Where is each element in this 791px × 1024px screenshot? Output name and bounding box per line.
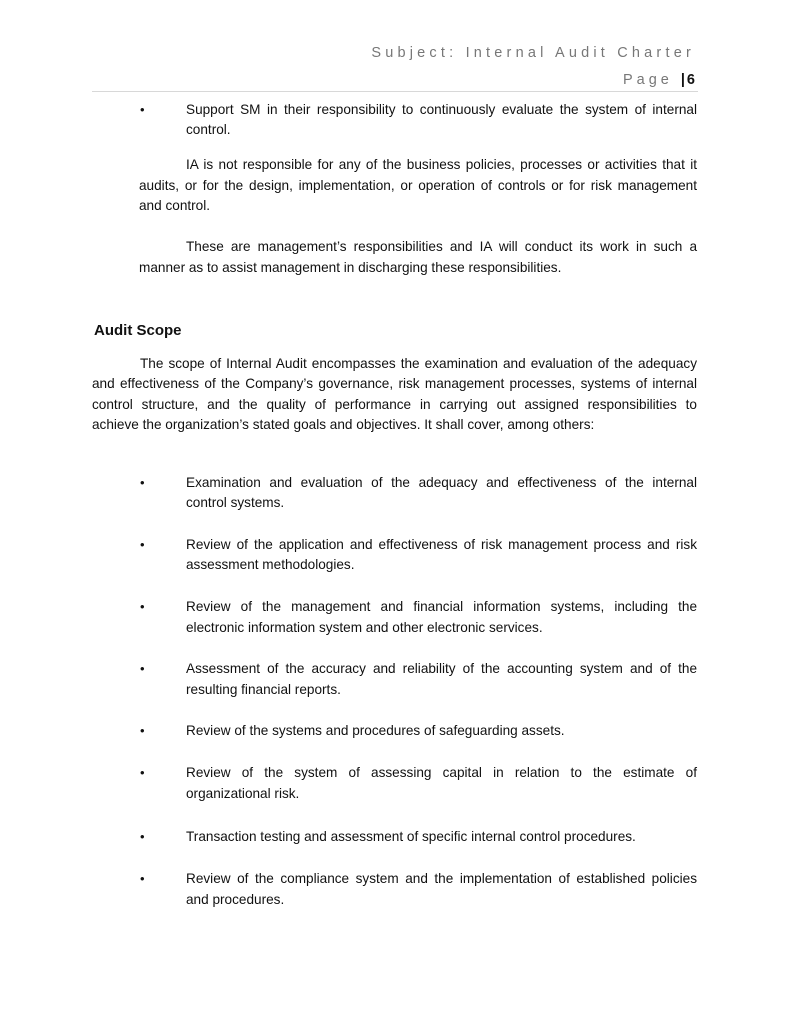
scope-item-line: control systems. [186, 495, 285, 510]
page-label: Page [622, 72, 673, 88]
scope-item-line: Review of the application and effectiveness of risk management process and risk [186, 537, 697, 552]
bullet-icon: • [140, 723, 145, 738]
bullet-icon: • [140, 102, 145, 117]
page-number-label [623, 72, 695, 88]
bullet-icon: • [140, 537, 145, 552]
bullet-icon: • [140, 475, 145, 490]
paragraph-line: manner as to assist management in discharging these responsibilities. [139, 260, 562, 275]
bullet-icon: • [140, 661, 145, 676]
scope-item-line: Review of the management and financial information systems, including the [186, 599, 697, 614]
bullet-icon: • [140, 871, 145, 886]
scope-item-line: Review of the system of assessing capital in relation to the estimate of [186, 765, 697, 780]
running-header-subject: Subject: Internal Audit Charter [371, 45, 695, 61]
scope-item-line: Assessment of the accuracy and reliability of the accounting system and of the [186, 661, 697, 676]
scope-item-line: assessment methodologies. [186, 557, 355, 572]
scope-paragraph-line: and effectiveness of the Company’s governance, risk management processes, systems of internal [92, 376, 697, 391]
paragraph-line: audits, or for the design, implementation, or operation of controls or for risk management [139, 178, 697, 193]
header-divider [92, 91, 698, 92]
section-heading-audit-scope: Audit Scope [94, 322, 182, 339]
scope-item-line: Review of the systems and procedures of safeguarding assets. [186, 723, 565, 738]
paragraph-line: and control. [139, 198, 211, 213]
scope-item-line: electronic information system and other electronic services. [186, 620, 543, 635]
scope-item-line: Review of the compliance system and the implementation of established policies [186, 871, 697, 886]
scope-item-line: organizational risk. [186, 786, 300, 801]
scope-item-line: and procedures. [186, 892, 285, 907]
scope-item-line: Transaction testing and assessment of specific internal control procedures. [186, 829, 636, 844]
scope-item-line: resulting financial reports. [186, 682, 341, 697]
scope-paragraph-line: control structure, and the quality of performance in carrying out assigned responsibilities to [92, 397, 697, 412]
paragraph-line: IA is not responsible for any of the business policies, processes or activities that it [186, 157, 697, 172]
intro-bullet-line: Support SM in their responsibility to continuously evaluate the system of internal [186, 102, 697, 117]
scope-item-line: Examination and evaluation of the adequacy and effectiveness of the internal [186, 475, 697, 490]
scope-paragraph-line: achieve the organization’s stated goals and objectives. It shall cover, among others: [92, 417, 595, 432]
bullet-icon: • [140, 599, 145, 614]
page-separator: | [680, 72, 687, 88]
scope-paragraph-line: The scope of Internal Audit encompasses the examination and evaluation of the adequacy [140, 356, 697, 371]
page-number: 6 [686, 72, 695, 88]
paragraph-line: These are management’s responsibilities and IA will conduct its work in such a [186, 239, 697, 254]
bullet-icon: • [140, 829, 145, 844]
bullet-icon: • [140, 765, 145, 780]
intro-bullet-line: control. [186, 122, 231, 137]
